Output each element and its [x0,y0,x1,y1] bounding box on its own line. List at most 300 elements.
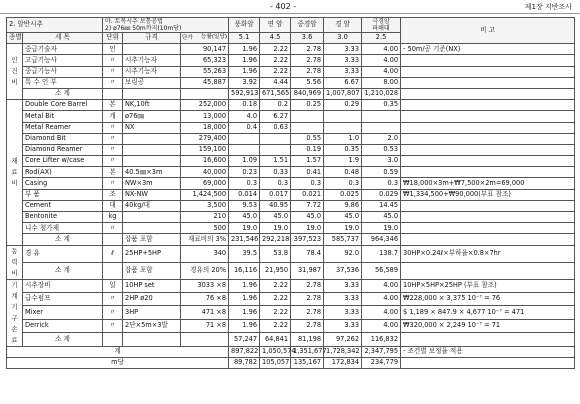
value-cell: 2.22 [260,66,291,77]
value-cell: 0.55 [291,133,324,144]
value-cell: 397,523 [291,234,324,245]
item-name: 니수 첨가제 [23,223,103,234]
rock-name-0: 풍화암 [229,18,260,33]
note-cell [401,262,575,279]
unit-cell: 인 [103,44,123,55]
item-name: 소 계 [23,234,103,245]
value-cell: 0.35 [362,100,401,111]
item-name: 고급기능사 [23,55,103,66]
value-cell [229,133,260,144]
spec-cell [123,156,181,167]
unit-cell: 조 [103,189,123,200]
unit-cell: 〃 [103,319,123,332]
value-cell: 1.57 [291,156,324,167]
item-name: 소 계 [23,88,103,99]
value-cell: 53.8 [260,245,291,262]
value-cell: 16,116 [229,262,260,279]
unit-cell: 본 [103,100,123,111]
spec-cell: 잡품 포함 [123,262,181,279]
value-cell: 1,210,028 [362,88,401,99]
item-name: Diamond Reamer [23,144,103,155]
value-cell: 0.014 [229,189,260,200]
spec-cell: 40.5㎜×3m [123,167,181,178]
table-row [7,306,575,319]
value-cell: 2.78 [291,319,324,332]
item-name: 중급기술자 [23,44,103,55]
spec-cell: 시추기능자 [123,66,181,77]
note-cell [401,156,575,167]
unit-cell [103,333,123,346]
value-cell: 2.22 [260,319,291,332]
value-cell: 3.33 [324,44,362,55]
value-cell: 9.53 [229,200,260,211]
note-cell [401,357,575,368]
table-row [7,245,575,262]
unit-cell: 개 [103,111,123,122]
value-cell: 89,782 [229,357,260,368]
item-name: Casing [23,178,103,189]
note-cell [401,234,575,245]
total-label: 계 [7,346,229,357]
value-cell: 2.22 [260,44,291,55]
unit-price-cell: 252,000 [181,100,229,111]
spec-header: 규격 [123,33,181,44]
table-row [7,122,575,133]
value-cell: 4.00 [362,319,401,332]
value-cell: 2.78 [291,292,324,305]
value-cell: 1,050,574 [260,346,291,357]
value-cell: 0.25 [291,100,324,111]
value-cell: 2,347,795 [362,346,401,357]
value-cell: 234,779 [362,357,401,368]
capacity-2: 3.6 [291,33,324,44]
item-name: Core Lifter w/case [23,156,103,167]
table-row [7,292,575,305]
item-name: Cement [23,200,103,211]
unit-price-cell: 210 [181,212,229,223]
item-name: 중급기능사 [23,66,103,77]
value-cell: 105,057 [260,357,291,368]
table-row [7,333,575,346]
note-cell: ₩320,000 × 2,249 10⁻⁷ = 71 [401,319,575,332]
spec-cell [123,333,181,346]
value-cell: 7.72 [291,200,324,211]
value-cell: 0.19 [291,144,324,155]
note-cell: - 조건별 보정율 적용 [401,346,575,357]
note-cell [401,55,575,66]
value-cell: 3.92 [229,77,260,88]
value-cell: 2.78 [291,44,324,55]
value-cell: 172,834 [324,357,362,368]
value-cell: 0.35 [324,144,362,155]
value-cell: 4.00 [362,279,401,292]
value-cell: 1.96 [229,319,260,332]
table-row [7,234,575,245]
note-cell [401,144,575,155]
value-cell: 45.0 [362,212,401,223]
table-row [7,223,575,234]
unit-cell: 대 [103,200,123,211]
value-cell: 0.4 [229,122,260,133]
note-cell [401,88,575,99]
item-name: Rod(AX) [23,167,103,178]
unit-cell: 본 [103,167,123,178]
note-cell: ₩1,334,500+₩90,000(부표 참조) [401,189,575,200]
value-cell: 78.4 [291,245,324,262]
value-cell: 19.0 [362,223,401,234]
value-cell: 45.0 [324,212,362,223]
price-capacity-header [181,33,229,44]
rock-name-1: 연 암 [260,18,291,33]
item-name: Bentonite [23,212,103,223]
rock-name-3: 경 암 [324,18,362,33]
item-header: 세 목 [23,33,103,44]
item-name: 특 수 인 부 [23,77,103,88]
capacity-label: 능률(일당) [201,34,228,40]
value-cell [362,122,401,133]
unit-cell: 〃 [103,122,123,133]
unit-cell: kg [103,212,123,223]
value-cell: 4.44 [260,77,291,88]
unit-cell: 일 [103,279,123,292]
value-cell: 4.00 [362,306,401,319]
value-cell: 1.96 [229,292,260,305]
item-name: 부 품 [23,189,103,200]
table-row [7,144,575,155]
value-cell: 21,950 [260,262,291,279]
capacity-1: 4.5 [260,33,291,44]
item-name: Derrick [23,319,103,332]
unit-price-cell: 3033 ×8 [181,279,229,292]
value-cell: 0.029 [362,189,401,200]
value-cell: 2.78 [291,279,324,292]
unit-price-cell: 18,000 [181,122,229,133]
value-cell [324,122,362,133]
value-cell: 40.95 [260,200,291,211]
capacity-3: 3.0 [324,33,362,44]
method-line-2: 2) ø76㎜ 50m까지(10m당) [105,25,182,32]
value-cell: 0.53 [362,144,401,155]
unit-price-label: 단가 [182,34,193,41]
value-cell: 31,987 [291,262,324,279]
spec-cell: ø76㎜ [123,111,181,122]
category-material: 재 료 비 [7,100,23,245]
unit-cell [103,234,123,245]
category-equipment: 기 계 기 구 손 료 [7,279,23,346]
spec-cell [123,133,181,144]
value-cell: 840,969 [291,88,324,99]
unit-price-cell: 3,500 [181,200,229,211]
unit-cell: 〃 [103,292,123,305]
value-cell: 0.48 [324,167,362,178]
unit-price-cell: 279,400 [181,133,229,144]
note-cell [401,212,575,223]
spec-cell [123,212,181,223]
note-cell [401,200,575,211]
note-cell: $ 1,189 × 847.9 × 4,677 10⁻⁷ = 471 [401,306,575,319]
method-line-1: 마. 토목시추 보통공법 [105,18,163,25]
method-title [103,18,229,33]
value-cell: 19.0 [324,223,362,234]
value-cell: 0.3 [291,178,324,189]
value-cell: 8.00 [362,77,401,88]
spec-cell [123,44,181,55]
table-row [7,346,575,357]
value-cell: 4.00 [362,66,401,77]
value-cell: 0.41 [291,167,324,178]
header-row-1 [7,18,575,33]
spec-cell [123,223,181,234]
capacity-0: 5.1 [229,33,260,44]
value-cell: 1.51 [260,156,291,167]
unit-price-cell: 45,887 [181,77,229,88]
value-cell [291,111,324,122]
spec-cell: NW×3m [123,178,181,189]
value-cell: 1.96 [229,44,260,55]
spec-cell: 보링공 [123,77,181,88]
unit-price-cell: 71 ×8 [181,319,229,332]
value-cell: 0.63 [260,122,291,133]
spec-cell: 3HP [123,306,181,319]
value-cell: 1.9 [324,156,362,167]
value-cell: 1,351,677 [291,346,324,357]
value-cell: 292,218 [260,234,291,245]
value-cell: 0.3 [362,178,401,189]
unit-cell: 〃 [103,55,123,66]
capacity-4: 2.5 [362,33,401,44]
note-cell [401,111,575,122]
spec-cell: NK,10ft [123,100,181,111]
note-cell: 10HP×5HP×25HP (부표 참조) [401,279,575,292]
spec-cell: NX-NW [123,189,181,200]
value-cell: 0.33 [260,167,291,178]
item-name: 시추장비 [23,279,103,292]
value-cell: 2.78 [291,66,324,77]
note-cell: 30HP×0.24ℓ×부하율×0.8×7hr [401,245,575,262]
unit-price-cell: 40,000 [181,167,229,178]
value-cell: 4.00 [362,292,401,305]
value-cell [291,122,324,133]
table-row [7,212,575,223]
unit-cell: 〃 [103,223,123,234]
value-cell: 64,841 [260,333,291,346]
value-cell: 1,728,342 [324,346,362,357]
value-cell: 0.18 [229,100,260,111]
value-cell: 2.78 [291,55,324,66]
item-name: Metal Bit [23,111,103,122]
item-name: 급수펌프 [23,292,103,305]
unit-cell: 〃 [103,306,123,319]
value-cell: 897,822 [229,346,260,357]
value-cell: 2.22 [260,292,291,305]
unit-cell: 〃 [103,77,123,88]
item-name: Diamond Bit [23,133,103,144]
unit-header: 단위 [103,33,123,44]
value-cell: 4.00 [362,44,401,55]
unit-cell: 〃 [103,66,123,77]
spec-cell [123,88,181,99]
value-cell: 138.7 [362,245,401,262]
value-cell: 39.5 [229,245,260,262]
item-name: 소 계 [23,333,103,346]
value-cell: 4.0 [229,111,260,122]
unit-price-cell: 340 [181,245,229,262]
value-cell: 585,737 [324,234,362,245]
note-header: 비 고 [401,18,575,44]
spec-cell: 잡품 포함 [123,234,181,245]
value-cell: 3.33 [324,292,362,305]
item-name: 소 계 [23,262,103,279]
value-cell: 0.025 [324,189,362,200]
total-label: m당 [7,357,229,368]
spec-cell: 25HP+5HP [123,245,181,262]
spec-cell: 10HP set [123,279,181,292]
value-cell: 3.0 [362,156,401,167]
unit-price-cell [181,333,229,346]
note-cell [401,66,575,77]
value-cell: 2.78 [291,306,324,319]
unit-price-cell: 69,000 [181,178,229,189]
value-cell: 45.0 [229,212,260,223]
table-row [7,279,575,292]
item-name: Mixer [23,306,103,319]
spec-cell: 시추기능자 [123,55,181,66]
value-cell: 2.0 [362,133,401,144]
value-cell: 2.22 [260,279,291,292]
note-cell [401,77,575,88]
value-cell: 4.00 [362,55,401,66]
value-cell [324,111,362,122]
item-name: Double Core Barrel [23,100,103,111]
spec-cell: 2HP ø20 [123,292,181,305]
unit-cell [103,88,123,99]
table-row [7,111,575,122]
note-cell [401,167,575,178]
spec-cell [123,144,181,155]
value-cell: 1.09 [229,156,260,167]
table-row [7,357,575,368]
value-cell: 0.29 [324,100,362,111]
value-cell: 3.33 [324,55,362,66]
table-row [7,189,575,200]
page-header [0,0,580,14]
value-cell: 671,565 [260,88,291,99]
note-cell [401,223,575,234]
unit-price-cell: 13,000 [181,111,229,122]
value-cell: 0.3 [324,178,362,189]
value-cell: 3.33 [324,66,362,77]
value-cell: 19.0 [229,223,260,234]
spec-cell: NX [123,122,181,133]
value-cell: 56,589 [362,262,401,279]
value-cell: 45.0 [291,212,324,223]
table-row [7,167,575,178]
unit-price-cell: 16,600 [181,156,229,167]
table-row [7,178,575,189]
unit-cell: 〃 [103,178,123,189]
category-power: 동 력 비 [7,245,23,279]
table-row [7,133,575,144]
unit-price-cell: 76 ×8 [181,292,229,305]
unit-price-cell: 471 ×8 [181,306,229,319]
unit-price-cell: 경유의 20% [181,262,229,279]
value-cell: 2.22 [260,306,291,319]
note-cell [401,100,575,111]
value-cell: 9.86 [324,200,362,211]
value-cell [260,144,291,155]
table-row [7,88,575,99]
table-row [7,100,575,111]
table-row [7,319,575,332]
value-cell: 3.33 [324,279,362,292]
unit-price-cell: 65,323 [181,55,229,66]
table-row [7,156,575,167]
value-cell: 1.96 [229,55,260,66]
value-cell: 81,198 [291,333,324,346]
note-cell: ₩18,000×3m+₩7,500×2m=69,000 [401,178,575,189]
value-cell: 0.017 [260,189,291,200]
spec-cell: 40kg/대 [123,200,181,211]
unit-price-cell [181,88,229,99]
value-cell: 116,832 [362,333,401,346]
value-cell: 19.0 [291,223,324,234]
unit-price-cell: 159,100 [181,144,229,155]
page-number: - 402 - [270,2,297,11]
cost-table [6,17,575,369]
value-cell: 3.33 [324,319,362,332]
value-cell: 14.45 [362,200,401,211]
chapter-title: 제1장 지반조사 [524,3,572,11]
value-cell: 592,913 [229,88,260,99]
value-cell: 57,247 [229,333,260,346]
value-cell: 5.56 [291,77,324,88]
note-cell [401,333,575,346]
value-cell: 0.021 [291,189,324,200]
value-cell: 135,167 [291,357,324,368]
table-row [7,262,575,279]
category-labor: 인 건 비 [7,44,23,100]
table-row [7,77,575,88]
value-cell: 37,536 [324,262,362,279]
category-header: 종별 [7,33,23,44]
unit-price-cell: 55,263 [181,66,229,77]
value-cell: 2.22 [260,55,291,66]
note-cell: - 50m/공 기준(NX) [401,44,575,55]
item-name: 경 유 [23,245,103,262]
value-cell: 6.67 [324,77,362,88]
rock-name-4: 극경암 파쇄대 [362,18,401,33]
spec-cell: 2단×5m×3발 [123,319,181,332]
value-cell: 0.59 [362,167,401,178]
value-cell: 3.33 [324,306,362,319]
unit-price-cell: 1,424,500 [181,189,229,200]
note-cell: ₩228,000 × 3,375 10⁻⁷ = 76 [401,292,575,305]
value-cell: 19.0 [260,223,291,234]
value-cell [362,111,401,122]
table-row [7,200,575,211]
header-rule [0,13,580,14]
value-cell: 1.96 [229,66,260,77]
table-row [7,66,575,77]
value-cell: 0.2 [260,100,291,111]
value-cell: 0.3 [229,178,260,189]
value-cell: 92.0 [324,245,362,262]
note-cell [401,133,575,144]
value-cell: 0.23 [229,167,260,178]
unit-cell: 〃 [103,133,123,144]
unit-price-cell: 재료비의 3% [181,234,229,245]
unit-price-cell: 90,147 [181,44,229,55]
